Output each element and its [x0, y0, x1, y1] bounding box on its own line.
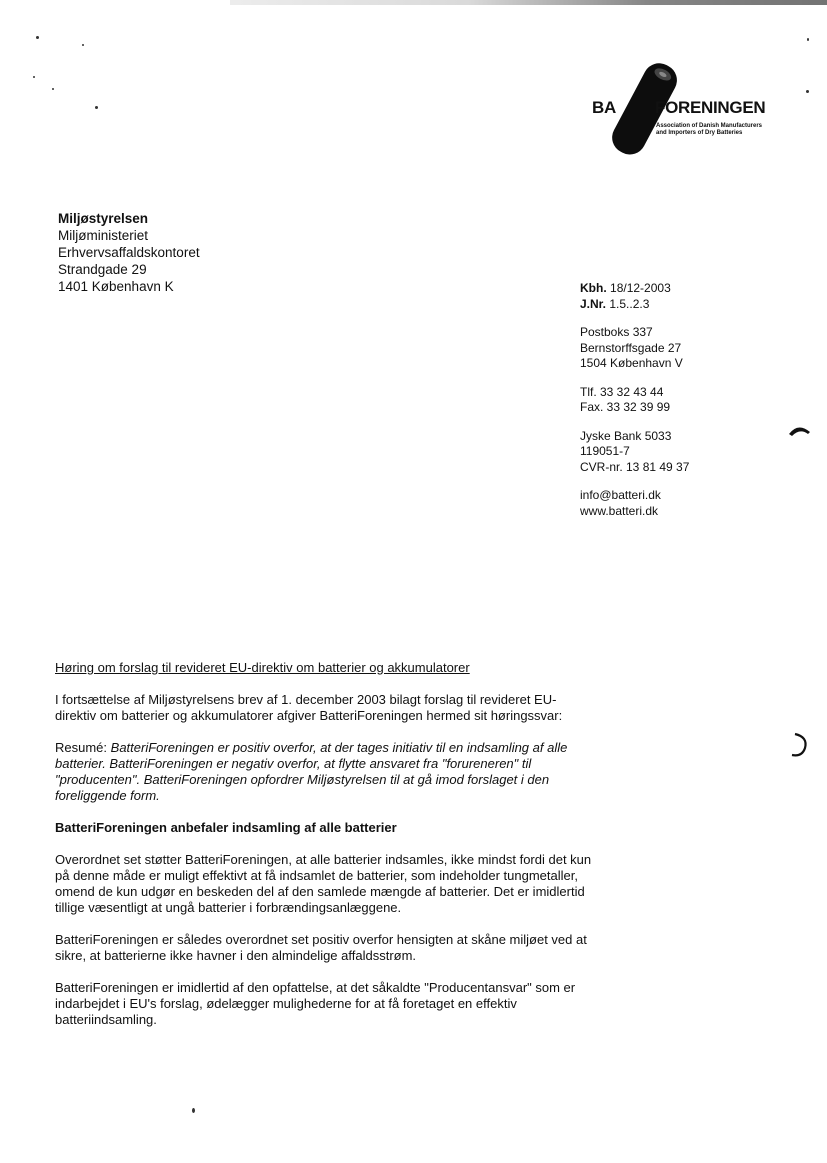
sender-bank: Jyske Bank 5033: [580, 428, 672, 443]
scan-speck: [192, 1108, 195, 1113]
scan-speck: [95, 106, 98, 109]
recipient-line: Strandgade 29: [58, 262, 147, 277]
date-label: Kbh.: [580, 281, 607, 295]
sender-email: info@batteri.dk: [580, 488, 661, 502]
scan-speck: [806, 90, 809, 93]
section-heading: BatteriForeningen anbefaler indsamling af alle batterier: [55, 820, 397, 835]
recipient-address: [58, 210, 200, 295]
date-value: 18/12-2003: [610, 281, 671, 295]
sender-account: 119051-7: [580, 444, 630, 458]
scan-speck: [52, 88, 54, 90]
sender-web: www.batteri.dk: [580, 503, 659, 518]
intro-paragraph: I fortsættelse af Miljøstyrelsens brev af 1. december 2003 bilagt forslag til revideret EU-direktiv om batterier og akkumulatorer afgiver BatteriForeningen hermed sit høringssvar:: [55, 692, 563, 723]
jnr-value: 1.5..2.3: [609, 296, 650, 311]
body-paragraph: Overordnet set støtter BatteriForeningen, at alle batterier indsamles, ikke mindst fordi det kun på denne måde er muligt effektivt at få indsamlet de batterier, som indeholder tungmetaller, omend de kun udgør en beskeden del af den samlede mængde af batterier. Det er imidlertid tillige væsentligt at ungå batterier i forbrændingsanlæggene.: [55, 852, 592, 915]
letter-body: [55, 660, 595, 1044]
resume-text: BatteriForeningen er positiv overfor, at der tages initiativ til en indsamling af alle batterier. BatteriForeningen er negativ overfor, at flytte ansvaret fra "forureneren" til "producenten". BatteriForeningen opfordrer Miljøstyrelsen til at gå imod forslaget i den foreliggende form.: [55, 740, 568, 803]
recipient-line: Miljøministeriet: [58, 228, 149, 243]
recipient-name: Miljøstyrelsen: [58, 211, 149, 226]
body-paragraph: BatteriForeningen er imidlertid af den opfattelse, at det såkaldte "Producentansvar" som er indarbejdet i EU's forslag, ødelægger mulighederne for at få foretaget en effektiv batteriindsamling.: [55, 980, 576, 1027]
recipient-line: 1401 København K: [58, 279, 174, 294]
jnr-label: J.Nr.: [580, 296, 607, 311]
logo-text-right: FORENINGEN: [655, 98, 766, 117]
scan-speck: [33, 76, 35, 78]
journal-number: [580, 297, 689, 313]
scan-speck: [36, 36, 39, 39]
batteriforeningen-logo: [590, 58, 790, 168]
punch-hole-mark: [789, 731, 809, 759]
sender-street: Bernstorffsgade 27: [580, 340, 682, 355]
sender-phone: Tlf. 33 32 43 44: [580, 384, 664, 399]
letter-subject: Høring om forslag til revideret EU-direktiv om batterier og akkumulatorer: [55, 660, 470, 675]
logo-tagline-2: and Importers of Dry Batteries: [656, 130, 743, 136]
body-paragraph: BatteriForeningen er således overordnet set positiv overfor hensigten at skåne miljøet ved at sikre, at batterierne ikke havner i den almindelige affaldsstrøm.: [55, 932, 587, 963]
resume-paragraph: [55, 740, 595, 804]
logo-tagline: [656, 123, 762, 137]
letter-date: [580, 281, 689, 297]
sender-info: [580, 281, 689, 519]
punch-hole-mark: [788, 420, 812, 440]
sender-postbox: Postboks 337: [580, 325, 653, 339]
sender-city: 1504 København V: [580, 356, 683, 370]
sender-cvr: CVR-nr. 13 81 49 37: [580, 459, 690, 474]
logo-text-left: BA: [592, 98, 616, 117]
logo-tagline-1: Association of Danish Manufacturers: [656, 123, 763, 129]
resume-label: Resumé:: [55, 740, 108, 755]
scan-artifact: [230, 0, 827, 5]
scan-speck: [807, 38, 809, 41]
scan-speck: [82, 44, 84, 46]
recipient-line: Erhvervsaffaldskontoret: [58, 245, 200, 260]
sender-fax: Fax. 33 32 39 99: [580, 400, 671, 414]
